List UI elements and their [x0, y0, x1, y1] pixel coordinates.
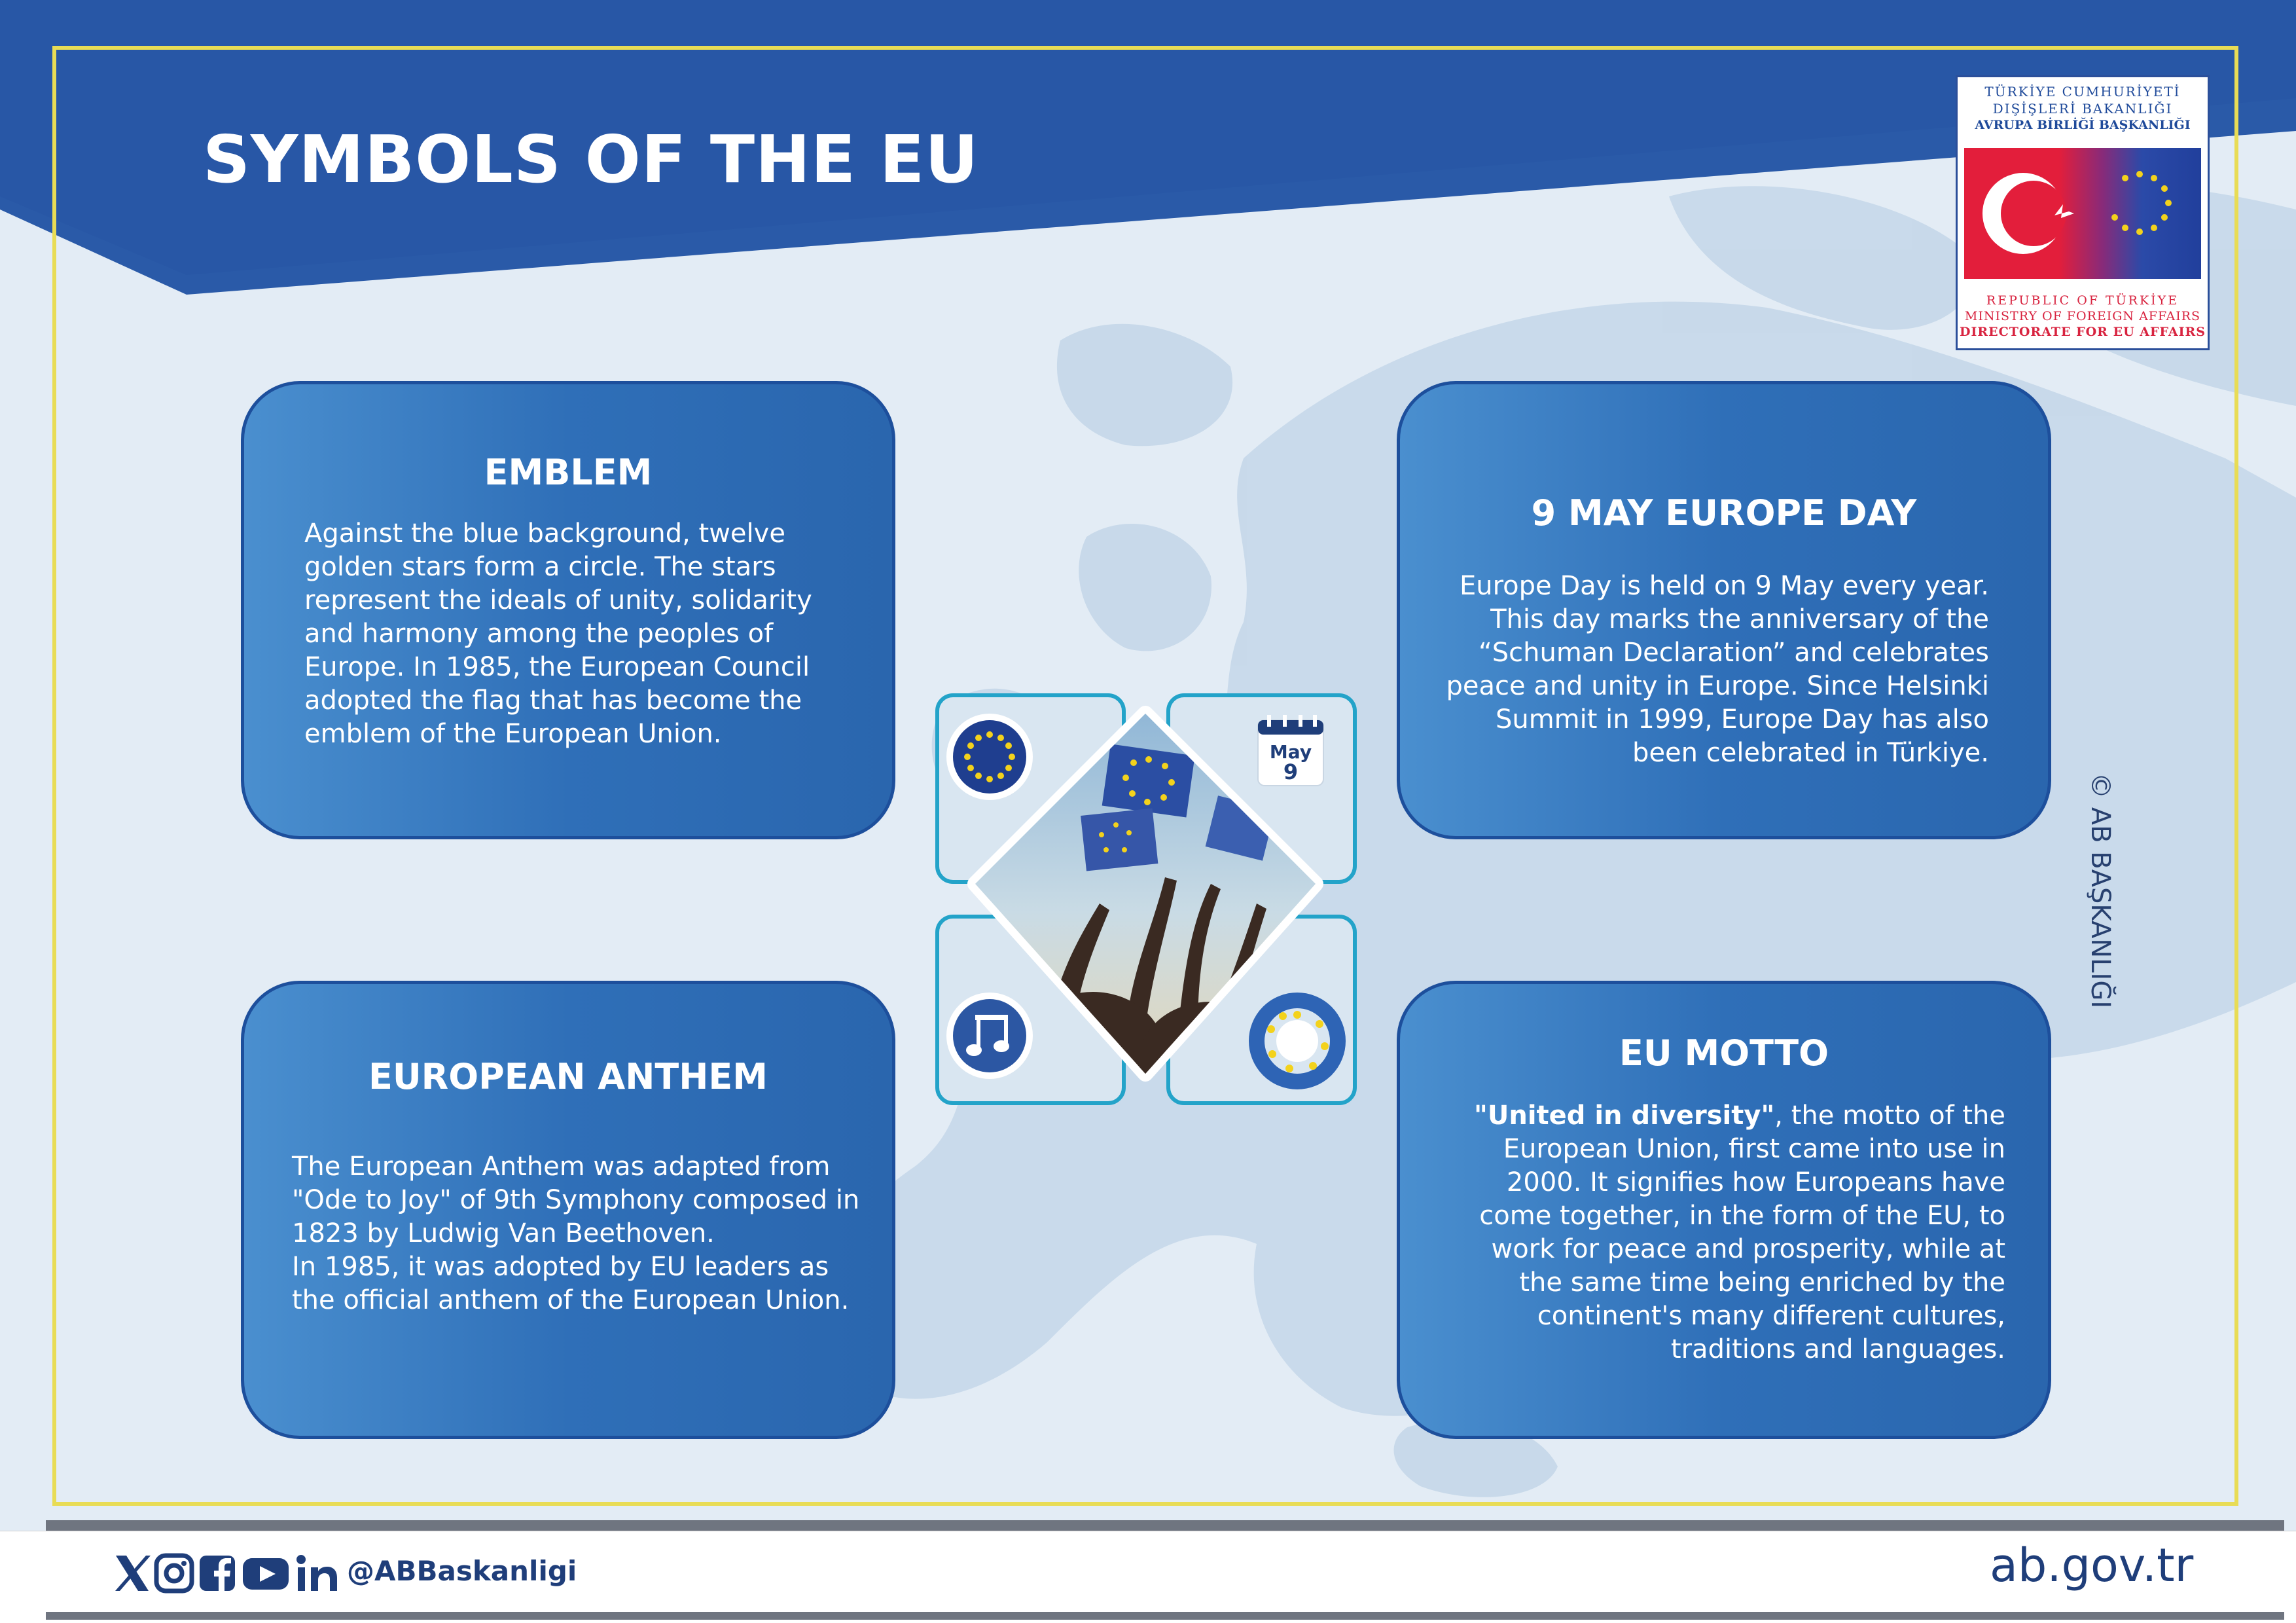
- calendar-day: 9: [1283, 759, 1299, 784]
- emblem-line: golden stars form a circle. The stars: [304, 552, 776, 582]
- page-title: SYMBOLS OF THE EU: [203, 121, 979, 198]
- emblem-line: and harmony among the peoples of: [304, 619, 774, 649]
- social-icons: [115, 1552, 344, 1595]
- emblem-text: [304, 517, 880, 751]
- anthem-line: "Ode to Joy" of 9th Symphony composed in: [292, 1185, 860, 1215]
- anthem-heading: EUROPEAN ANTHEM: [368, 1056, 768, 1097]
- logo-top-line-2: DIŞİŞLERİ BAKANLIĞI: [1992, 101, 2173, 117]
- website-link[interactable]: ab.gov.tr: [1990, 1539, 2194, 1592]
- anthem-text: [292, 1150, 881, 1317]
- emblem-heading: EMBLEM: [484, 452, 653, 493]
- anthem-line: 1823 by Ludwig Van Beethoven.: [292, 1218, 715, 1249]
- motto-line: , the motto of the: [1774, 1101, 2005, 1131]
- central-illustration: [929, 687, 1361, 1106]
- emblem-line: emblem of the European Union.: [304, 719, 722, 749]
- logo-bottom-line-2: MINISTRY OF FOREIGN AFFAIRS: [1964, 309, 2201, 323]
- motto-line: the same time being enriched by the: [1519, 1267, 2005, 1298]
- motto-card: [1397, 981, 2051, 1439]
- tr-eu-flag-icon: [1964, 148, 2201, 279]
- ministry-logo: [1956, 75, 2210, 350]
- eu-flag-icon: [946, 714, 1033, 800]
- anthem-line: In 1985, it was adopted by EU leaders as: [292, 1252, 829, 1282]
- motto-line: European Union, first came into use in: [1503, 1134, 2005, 1164]
- motto-quote: "United in diversity": [1474, 1101, 1775, 1131]
- motto-heading: EU MOTTO: [1619, 1032, 1829, 1074]
- europe-day-line: Summit in 1999, Europe Day has also: [1495, 704, 1989, 735]
- footer-bottom-edge: [46, 1612, 2284, 1620]
- motto-line: come together, in the form of the EU, to: [1479, 1201, 2005, 1231]
- motto-line: traditions and languages.: [1670, 1334, 2005, 1364]
- emblem-line: represent the ideals of unity, solidarity: [304, 585, 812, 615]
- emblem-card: [241, 381, 895, 839]
- motto-line: 2000. It signifies how Europeans have: [1506, 1167, 2005, 1197]
- europe-day-line: peace and unity in Europe. Since Helsinki: [1446, 671, 1989, 701]
- europe-day-line: “Schuman Declaration” and celebrates: [1479, 638, 1989, 668]
- calendar-month: May: [1269, 741, 1312, 763]
- europe-day-heading: 9 MAY EUROPE DAY: [1531, 492, 1917, 534]
- logo-top-line-3: AVRUPA BİRLİĞİ BAŞKANLIĞI: [1975, 118, 2191, 132]
- instagram-icon[interactable]: [156, 1556, 192, 1591]
- x-icon[interactable]: [115, 1556, 151, 1591]
- copyright-text: © AB BAŞKANLIĞI: [2085, 773, 2115, 1009]
- europe-day-line: This day marks the anniversary of the: [1490, 604, 1989, 634]
- calendar-icon: [1258, 715, 1323, 786]
- anthem-line: The European Anthem was adapted from: [292, 1152, 831, 1182]
- youtube-icon[interactable]: [243, 1558, 289, 1590]
- emblem-line: Europe. In 1985, the European Council: [304, 652, 810, 682]
- music-note-icon: [946, 993, 1033, 1079]
- anthem-line: the official anthem of the European Union.: [292, 1285, 850, 1315]
- motto-line: continent's many different cultures,: [1537, 1301, 2005, 1331]
- facebook-icon[interactable]: [200, 1556, 235, 1591]
- footer: [0, 1531, 2296, 1623]
- motto-line: work for peace and prosperity, while at: [1491, 1234, 2005, 1264]
- motto-text: [1413, 1099, 2005, 1366]
- europe-day-card: [1397, 381, 2051, 839]
- linkedin-icon[interactable]: [296, 1555, 337, 1591]
- logo-top-line-1: TÜRKİYE CUMHURİYETİ: [1984, 84, 2181, 100]
- europe-day-line: been celebrated in Türkiye.: [1632, 738, 1989, 768]
- emblem-line: adopted the flag that has become the: [304, 685, 802, 716]
- europe-day-line: Europe Day is held on 9 May every year.: [1459, 571, 1989, 601]
- logo-bottom-line-3: DIRECTORATE FOR EU AFFAIRS: [1959, 325, 2206, 339]
- emblem-line: Against the blue background, twelve: [304, 519, 785, 549]
- europe-day-text: [1413, 570, 1989, 770]
- footer-top-edge: [46, 1520, 2284, 1531]
- social-handle[interactable]: @ABBaskanligi: [347, 1555, 577, 1587]
- logo-bottom-line-1: REPUBLIC OF TÜRKİYE: [1986, 293, 2179, 308]
- anthem-card: [241, 981, 895, 1439]
